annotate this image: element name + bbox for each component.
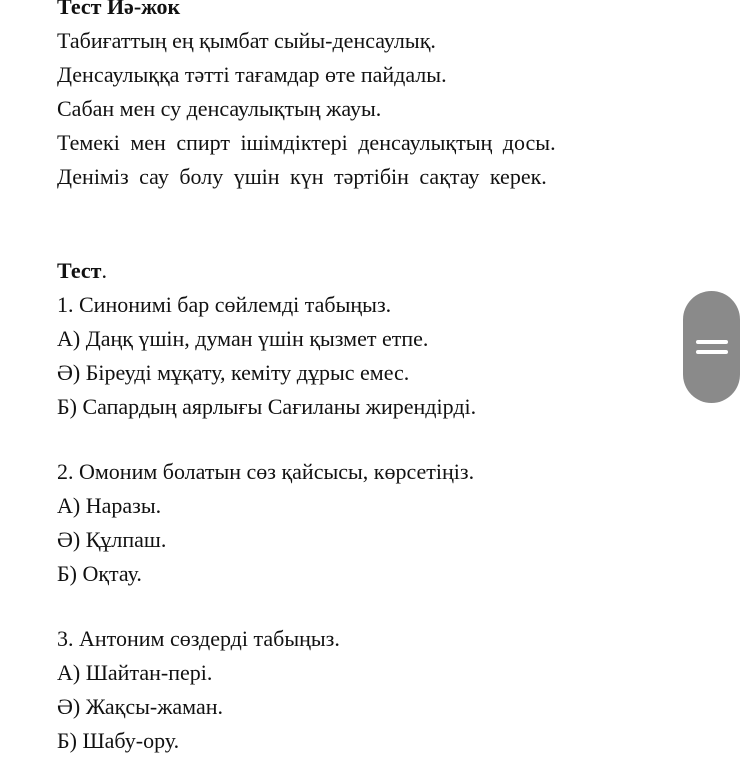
answer-option: А) Шайтан-пері. [57, 660, 213, 685]
answer-option: Ә) Құлпаш. [57, 527, 167, 552]
statement-line: Темекі мен спирт ішімдіктері денсаулықтың досы. [57, 130, 556, 155]
section-title-test [57, 254, 697, 288]
section-title-test-suffix: . [101, 258, 107, 283]
question-text: 2. Омоним болатын сөз қайсысы, көрсетіңіз. [57, 459, 475, 484]
answer-option: А) Наразы. [57, 493, 162, 518]
answer-option: Б) Шабу-ору. [57, 728, 180, 753]
drag-handle-icon [696, 340, 728, 354]
document-page [57, 0, 697, 758]
statement-line: Сабан мен су денсаулықтың жауы. [57, 96, 382, 121]
question-text: 1. Синонимі бар сөйлемді табыңыз. [57, 292, 392, 317]
answer-option: Б) Сапардың аярлығы Сағиланы жирендірді. [57, 394, 477, 419]
statement-line: Деніміз сау болу үшін күн тәртібін сақтау керек. [57, 164, 547, 189]
answer-option: Ә) Жақсы-жаман. [57, 694, 223, 719]
section-title-test-text: Тест [57, 258, 102, 283]
answer-option: Ә) Біреуді мұқату, кеміту дұрыс емес. [57, 360, 410, 385]
question-text: 3. Антоним сөздерді табыңыз. [57, 626, 340, 651]
statement-line: Табиғаттың ең қымбат сыйы-денсаулық. [57, 28, 436, 53]
section-title-yes-no: Тест Иә-жок [57, 0, 181, 19]
answer-option: А) Даңқ үшін, думан үшін қызмет етпе. [57, 326, 429, 351]
scroll-handle[interactable] [683, 291, 740, 403]
statement-line: Денсаулыққа тәтті тағамдар өте пайдалы. [57, 62, 447, 87]
answer-option: Б) Оқтау. [57, 561, 142, 586]
